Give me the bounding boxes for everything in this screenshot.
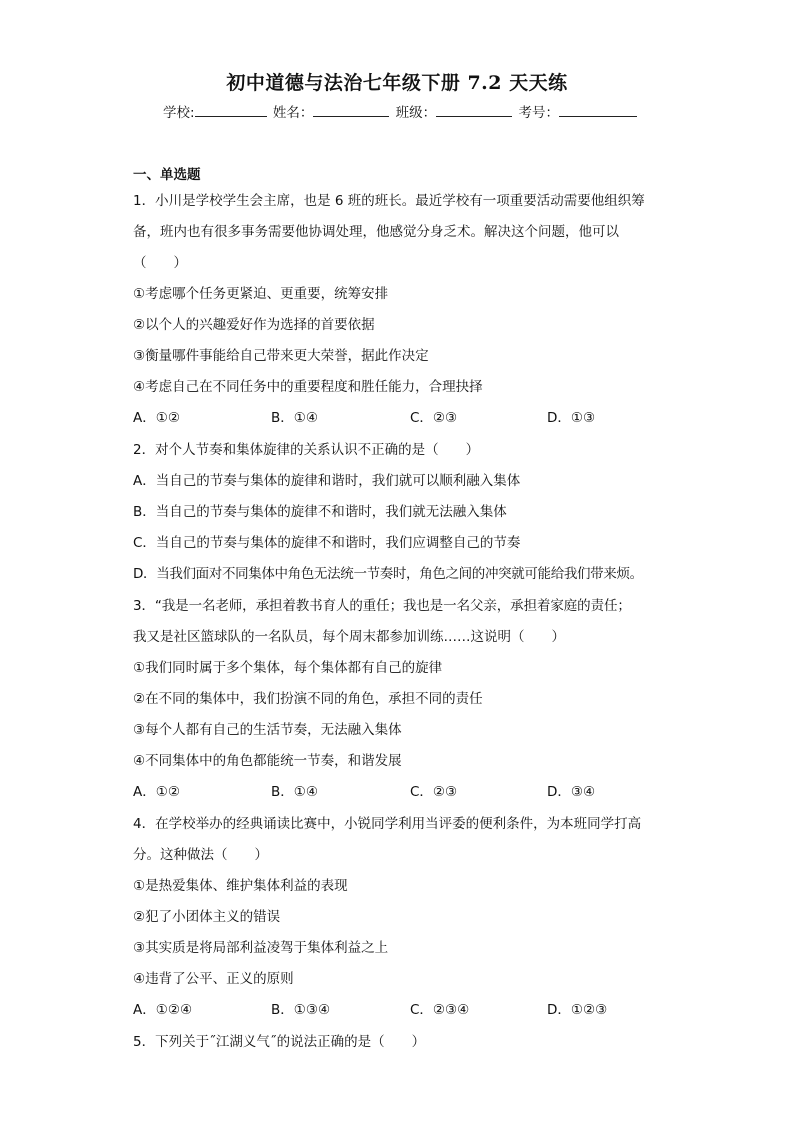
- q3-option-d[interactable]: D．③④: [547, 784, 596, 800]
- q3-option-c[interactable]: C．②③: [410, 784, 458, 800]
- name-blank[interactable]: [313, 102, 389, 117]
- q1-stem-line2: 备，班内也有很多事务需要他协调处理，他感觉分身乏术。解决这个问题，他可以: [133, 224, 619, 240]
- school-blank[interactable]: [195, 102, 267, 117]
- student-info-line: [163, 101, 639, 121]
- q4-item: ③其实质是将局部利益凌驾于集体利益之上: [133, 940, 389, 956]
- q3-item: ①我们同时属于多个集体，每个集体都有自己的旋律: [133, 660, 443, 676]
- q4-item: ④违背了公平、正义的原则: [133, 971, 294, 987]
- q2-stem: 2．对个人节奏和集体旋律的关系认识不正确的是（ ）: [133, 442, 480, 458]
- q3-item: ④不同集体中的角色都能统一节奏，和谐发展: [133, 753, 402, 769]
- q3-stem-line2: 我又是社区篮球队的一名队员，每个周末都参加训练……这说明（ ）: [133, 629, 565, 645]
- q4-item: ②犯了小团体主义的错误: [133, 909, 281, 925]
- section-title: 一、单选题: [133, 167, 201, 183]
- q3-option-b[interactable]: B．①④: [271, 784, 318, 800]
- class-blank[interactable]: [436, 102, 512, 117]
- q1-item: ③衡量哪件事能给自己带来更大荣誉，据此作决定: [133, 348, 429, 364]
- q4-option-d[interactable]: D．①②③: [547, 1002, 608, 1018]
- q2-option-c[interactable]: C．当自己的节奏与集体的旋律不和谐时，我们应调整自己的节奏: [133, 535, 521, 551]
- q3-option-a[interactable]: A．①②: [133, 784, 180, 800]
- q4-stem-line2: 分。这种做法（ ）: [133, 847, 268, 863]
- q4-item: ①是热爱集体、维护集体利益的表现: [133, 878, 348, 894]
- class-label: 班级：: [395, 105, 437, 121]
- q1-option-b[interactable]: B．①④: [271, 410, 318, 426]
- q1-stem-line3: （ ）: [133, 255, 187, 271]
- q5-stem: 5．下列关于˝江湖义气˝的说法正确的是（ ）: [133, 1034, 426, 1050]
- exam-number-blank[interactable]: [559, 102, 637, 117]
- page-title: 初中道德与法治七年级下册 7.2 天天练: [226, 72, 568, 94]
- q2-option-d[interactable]: D．当我们面对不同集体中角色无法统一节奏时，角色之间的冲突就可能给我们带来烦。: [133, 566, 643, 582]
- school-label: 学校:: [163, 105, 195, 121]
- q4-option-a[interactable]: A．①②④: [133, 1002, 193, 1018]
- q1-item: ④考虑自己在不同任务中的重要程度和胜任能力，合理抉择: [133, 379, 483, 395]
- q3-item: ③每个人都有自己的生活节奏，无法融入集体: [133, 722, 402, 738]
- exam-number-label: 考号：: [518, 105, 559, 121]
- q3-item: ②在不同的集体中，我们扮演不同的角色，承担不同的责任: [133, 691, 483, 707]
- q4-stem-line1: 4．在学校举办的经典诵读比赛中，小锐同学利用当评委的便利条件，为本班同学打高: [133, 816, 642, 832]
- q2-option-a[interactable]: A．当自己的节奏与集体的旋律和谐时，我们就可以顺利融入集体: [133, 473, 521, 489]
- q4-option-c[interactable]: C．②③④: [410, 1002, 470, 1018]
- q1-option-c[interactable]: C．②③: [410, 410, 458, 426]
- q1-stem-line1: 1．小川是学校学生会主席，也是 6 班的班长。最近学校有一项重要活动需要他组织筹: [133, 193, 645, 209]
- q3-stem-line1: 3．“我是一名老师，承担着教书育人的重任；我也是一名父亲，承担着家庭的责任；: [133, 598, 631, 614]
- q1-item: ①考虑哪个任务更紧迫、更重要，统筹安排: [133, 286, 389, 302]
- q4-option-b[interactable]: B．①③④: [271, 1002, 331, 1018]
- name-label: 姓名：: [272, 105, 314, 121]
- q1-item: ②以个人的兴趣爱好作为选择的首要依据: [133, 317, 375, 333]
- q2-option-b[interactable]: B．当自己的节奏与集体的旋律不和谐时，我们就无法融入集体: [133, 504, 507, 520]
- q1-option-d[interactable]: D．①③: [547, 410, 596, 426]
- q1-option-a[interactable]: A．①②: [133, 410, 180, 426]
